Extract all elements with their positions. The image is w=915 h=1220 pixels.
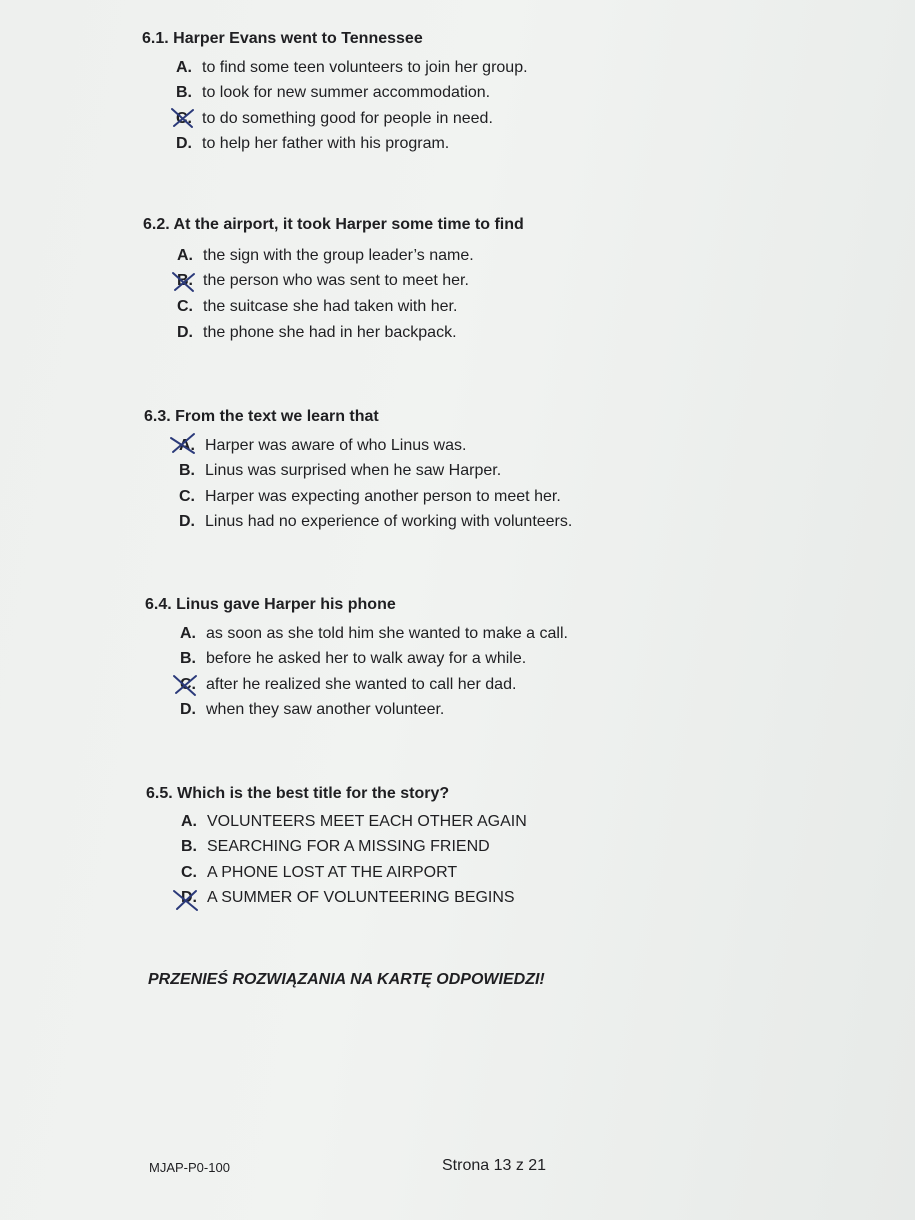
option-d: D. the phone she had in her backpack. (177, 324, 457, 341)
option-a: A. to find some teen volunteers to join her group. (176, 59, 528, 76)
exam-code: MJAP-P0-100 (149, 1160, 230, 1175)
option-b: B. the person who was sent to meet her. (177, 272, 469, 289)
option-a: A. as soon as she told him she wanted to make a call. (180, 625, 568, 642)
option-d: D. A SUMMER OF VOLUNTEERING BEGINS (181, 889, 515, 906)
option-b: B. Linus was surprised when he saw Harper. (179, 462, 502, 479)
question-title: 6.2. At the airport, it took Harper some time to find (143, 216, 524, 233)
option-b: B. SEARCHING FOR A MISSING FRIEND (181, 838, 490, 855)
option-a: A. VOLUNTEERS MEET EACH OTHER AGAIN (181, 813, 527, 830)
option-d: D. Linus had no experience of working with volunteers. (179, 513, 573, 530)
option-a: A. the sign with the group leader’s name. (177, 247, 474, 264)
page-number: Strona 13 z 21 (442, 1157, 547, 1174)
question-title: 6.5. Which is the best title for the story? (146, 785, 450, 802)
option-c: C. A PHONE LOST AT THE AIRPORT (181, 864, 458, 881)
option-b: B. before he asked her to walk away for a while. (180, 650, 527, 667)
option-b: B. to look for new summer accommodation. (176, 84, 491, 101)
option-c: C. the suitcase she had taken with her. (177, 298, 458, 315)
question-title: 6.3. From the text we learn that (144, 408, 379, 425)
option-a: A. Harper was aware of who Linus was. (179, 437, 467, 454)
option-d: D. to help her father with his program. (176, 135, 450, 152)
transfer-instruction: PRZENIEŚ ROZWIĄZANIA NA KARTĘ ODPOWIEDZI! (148, 971, 545, 988)
option-d: D. when they saw another volunteer. (180, 701, 445, 718)
option-c: C. to do something good for people in need. (176, 110, 493, 127)
question-title: 6.4. Linus gave Harper his phone (145, 596, 396, 613)
option-c: C. Harper was expecting another person to meet her. (179, 488, 561, 505)
question-title: 6.1. Harper Evans went to Tennessee (142, 30, 423, 47)
option-c: C. after he realized she wanted to call her dad. (180, 676, 517, 693)
